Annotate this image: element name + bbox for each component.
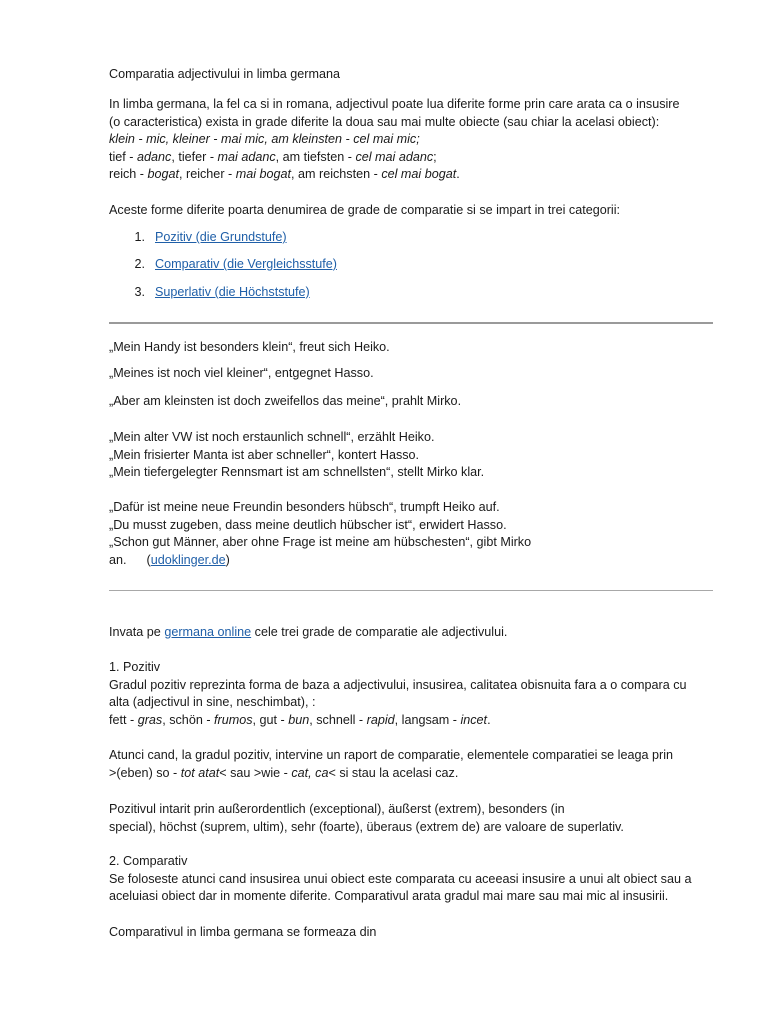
example-reich: reich - bogat, reicher - mai bogat, am reichsten - cel mai bogat. [109,167,460,181]
document-title: Comparatia adjectivului in limba germana [109,67,340,81]
dialog-line: „Mein tiefergelegter Rennsmart ist am schnellsten“, stellt Mirko klar. [109,465,485,479]
dialog-line: „Mein Handy ist besonders klein“, freut sich Heiko. [109,340,390,354]
intro-paragraph [109,96,719,184]
learn-line: Invata pe germana online cele trei grade de comparatie ale adjectivului. [109,625,508,639]
paragraph-atunci: Atunci cand, la gradul pozitiv, intervine un raport de comparatie, elementele comparatiei se leaga prin >(eben) so - tot atat< sau >wie - cat, ca< si stau la acelasi caz. [109,748,674,780]
link-pozitiv[interactable]: Pozitiv (die Grundstufe) [155,230,287,244]
section-heading: 1. Pozitiv [109,660,161,674]
dialog-line: „Aber am kleinsten ist doch zweifellos das meine“, prahlt Mirko. [109,394,462,408]
divider [109,590,713,591]
example-klein: klein - mic, kleiner - mai mic, am kleinsten - cel mai mic; [109,132,420,146]
section-pozitiv: 1. Pozitiv Gradul pozitiv reprezinta forma de baza a adjectivului, insusirea, calitatea obisnuita fara a o compara cu alta (adjectivul in sine, neschimbat), : fett - gras, schön - frumos, gut - bun, schnell - rapid, langsam - incet. [109,659,719,729]
example-tief: tief - adanc, tiefer - mai adanc, am tiefsten - cel mai adanc; [109,149,437,164]
category-item-pozitiv: 1. Pozitiv (die Grundstufe) [134,230,287,244]
category-item-superlativ: 3. Superlativ (die Höchststufe) [134,285,310,299]
dialog-line: „Meines ist noch viel kleiner“, entgegnet Hasso. [109,366,374,380]
link-superlativ[interactable]: Superlativ (die Höchststufe) [155,285,310,299]
link-udoklinger[interactable]: udoklinger.de [150,552,226,567]
paragraph-formeaza: Comparativul in limba germana se formeaza din [109,925,377,939]
dialog-line: „Dafür ist meine neue Freundin besonders hübsch“, trumpft Heiko auf. [109,500,500,514]
section-comparativ: 2. Comparativ Se foloseste atunci cand insusirea unui obiect este comparata cu aceeasi insusire a unui alt obiect sau a aceluiasi obiect dar in momente diferite. Comparativul arata gradul mai mare sau mai mic al insusirii. [109,853,719,906]
intro-line: In limba germana, la fel ca si in romana, adjectivul poate lua diferite forme prin care arata ca o insusire [109,97,680,111]
dialog-line: „Schon gut Männer, aber ohne Frage ist meine am hübschesten“, gibt Mirko [109,535,532,549]
dialog-line: „Mein alter VW ist noch erstaunlich schnell“, erzählt Heiko. [109,430,435,444]
category-item-comparativ: 2. Comparativ (die Vergleichsstufe) [134,257,337,271]
dialog-block-2 [109,429,719,482]
dialog-block-3 [109,499,719,569]
dialog-source-line: an. (udoklinger.de) [109,552,230,567]
intro-line: (o caracteristica) exista in grade diferite la doua sau mai multe obiecte (sau chiar la acelasi obiect): [109,114,660,129]
link-comparativ[interactable]: Comparativ (die Vergleichsstufe) [155,257,337,271]
link-germana-online[interactable]: germana online [164,625,252,639]
categories-intro: Aceste forme diferite poarta denumirea de grade de comparatie si se impart in trei categorii: [109,203,620,217]
paragraph-intarit: Pozitivul intarit prin außerordentlich (exceptional), äußerst (extrem), besonders (in special), höchst (suprem, ultim), sehr (foarte), überaus (extrem de) are valoare de superlativ. [109,802,624,834]
divider [109,322,713,324]
pozitiv-examples: fett - gras, schön - frumos, gut - bun, schnell - rapid, langsam - incet. [109,712,491,727]
section-heading: 2. Comparativ [109,854,188,868]
dialog-line: „Du musst zugeben, dass meine deutlich hübscher ist“, erwidert Hasso. [109,517,507,532]
dialog-line: „Mein frisierter Manta ist aber schneller“, kontert Hasso. [109,447,420,462]
